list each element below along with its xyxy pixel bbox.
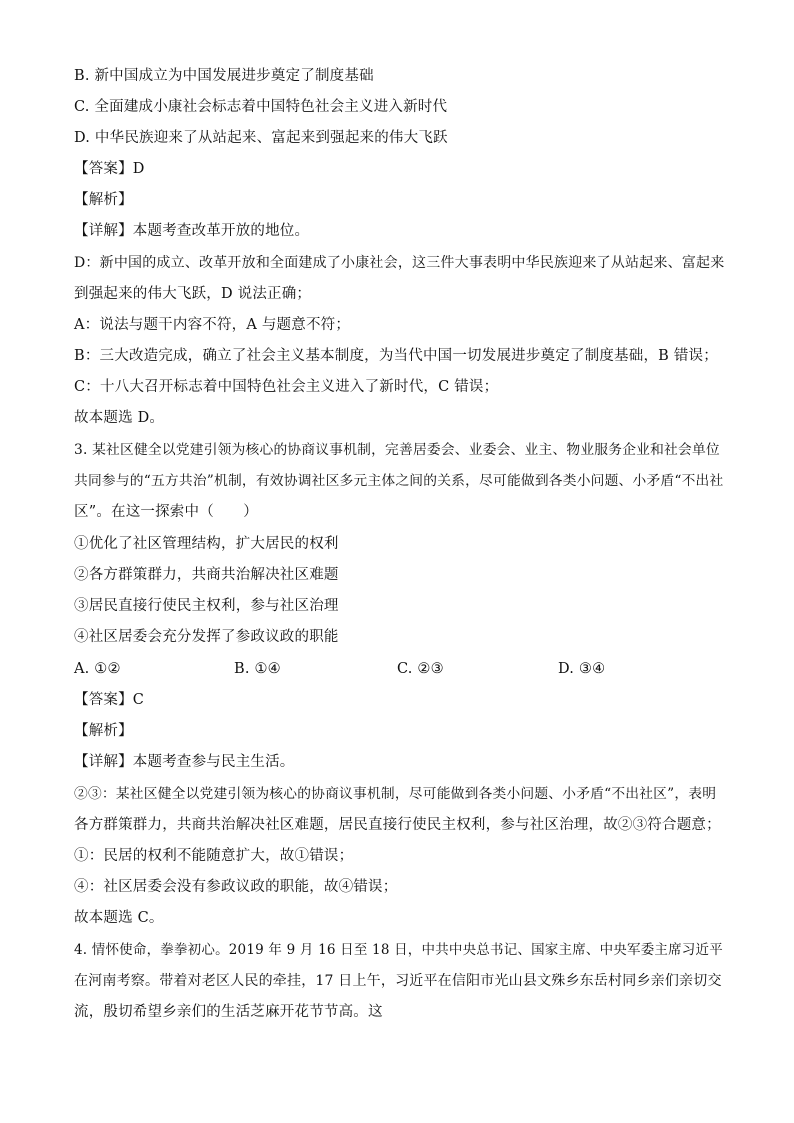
explanation-line: ④：社区居委会没有参政议政的职能，故④错误； bbox=[74, 879, 398, 895]
question-stem: 区”。在这一探索中（ ） bbox=[74, 504, 259, 520]
detail-label: 【详解】本题考查改革开放的地位。 bbox=[74, 223, 310, 239]
conclusion-line: 故本题选 D。 bbox=[74, 410, 165, 426]
option-b: B. 新中国成立为中国发展进步奠定了制度基础 bbox=[74, 68, 374, 84]
question-stem: 流，殷切希望乡亲们的生活芝麻开花节节高。这 bbox=[74, 1004, 383, 1020]
choice-d: D. ③④ bbox=[558, 661, 606, 677]
explanation-line: 到强起来的伟大飞跃，D 说法正确； bbox=[74, 286, 312, 302]
option-c: C. 全面建成小康社会标志着中国特色社会主义进入新时代 bbox=[74, 99, 448, 115]
explanation-line: 各方群策群力，共商共治解决社区难题，居民直接行使民主权利，参与社区治理，故②③符合题意； bbox=[74, 817, 721, 833]
explanation-line: ①：民居的权利不能随意扩大，故①错误； bbox=[74, 848, 354, 864]
statement-2: ②各方群策群力，共商共治解决社区难题 bbox=[74, 567, 339, 583]
option-d: D. 中华民族迎来了从站起来、富起来到强起来的伟大飞跃 bbox=[74, 130, 448, 146]
explanation-line: C：十八大召开标志着中国特色社会主义进入了新时代，C 错误； bbox=[74, 379, 499, 395]
choice-c: C. ②③ bbox=[397, 661, 444, 677]
choice-a: A. ①② bbox=[74, 661, 121, 677]
question-stem: 在河南考察。带着对老区人民的牵挂，17 日上午，习近平在信阳市光山县文殊乡东岳村同乡亲们亲切交 bbox=[74, 973, 722, 989]
statement-3: ③居民直接行使民主权利，参与社区治理 bbox=[74, 598, 339, 614]
analysis-label: 【解析】 bbox=[74, 723, 133, 739]
explanation-line: D：新中国的成立、改革开放和全面建成了小康社会，这三件大事表明中华民族迎来了从站起来、富起来 bbox=[74, 255, 725, 271]
question-stem: 4. 情怀使命，拳拳初心。2019 年 9 月 16 日至 18 日，中共中央总书记、国家主席、中央军委主席习近平 bbox=[74, 942, 723, 958]
statement-4: ④社区居委会充分发挥了参政议政的职能 bbox=[74, 629, 339, 645]
explanation-line: A：说法与题干内容不符，A 与题意不符； bbox=[74, 317, 351, 333]
question-stem: 3. 某社区健全以党建引领为核心的协商议事机制，完善居委会、业委会、业主、物业服务企业和社会单位 bbox=[74, 442, 720, 458]
answer-label: 【答案】C bbox=[74, 692, 145, 708]
choice-b: B. ①④ bbox=[234, 661, 281, 677]
question-stem: 共同参与的“五方共治”机制，有效协调社区多元主体之间的关系，尽可能做到各类小问题、小矛盾“不出社 bbox=[74, 473, 724, 489]
explanation-line: ②③：某社区健全以党建引领为核心的协商议事机制，尽可能做到各类小问题、小矛盾“不出社区”，表明 bbox=[74, 786, 717, 802]
conclusion-line: 故本题选 C。 bbox=[74, 910, 164, 926]
detail-label: 【详解】本题考查参与民主生活。 bbox=[74, 754, 295, 770]
statement-1: ①优化了社区管理结构，扩大居民的权利 bbox=[74, 536, 339, 552]
answer-label: 【答案】D bbox=[74, 161, 145, 177]
analysis-label: 【解析】 bbox=[74, 192, 133, 208]
explanation-line: B：三大改造完成，确立了社会主义基本制度，为当代中国一切发展进步奠定了制度基础，B 错误； bbox=[74, 348, 718, 364]
